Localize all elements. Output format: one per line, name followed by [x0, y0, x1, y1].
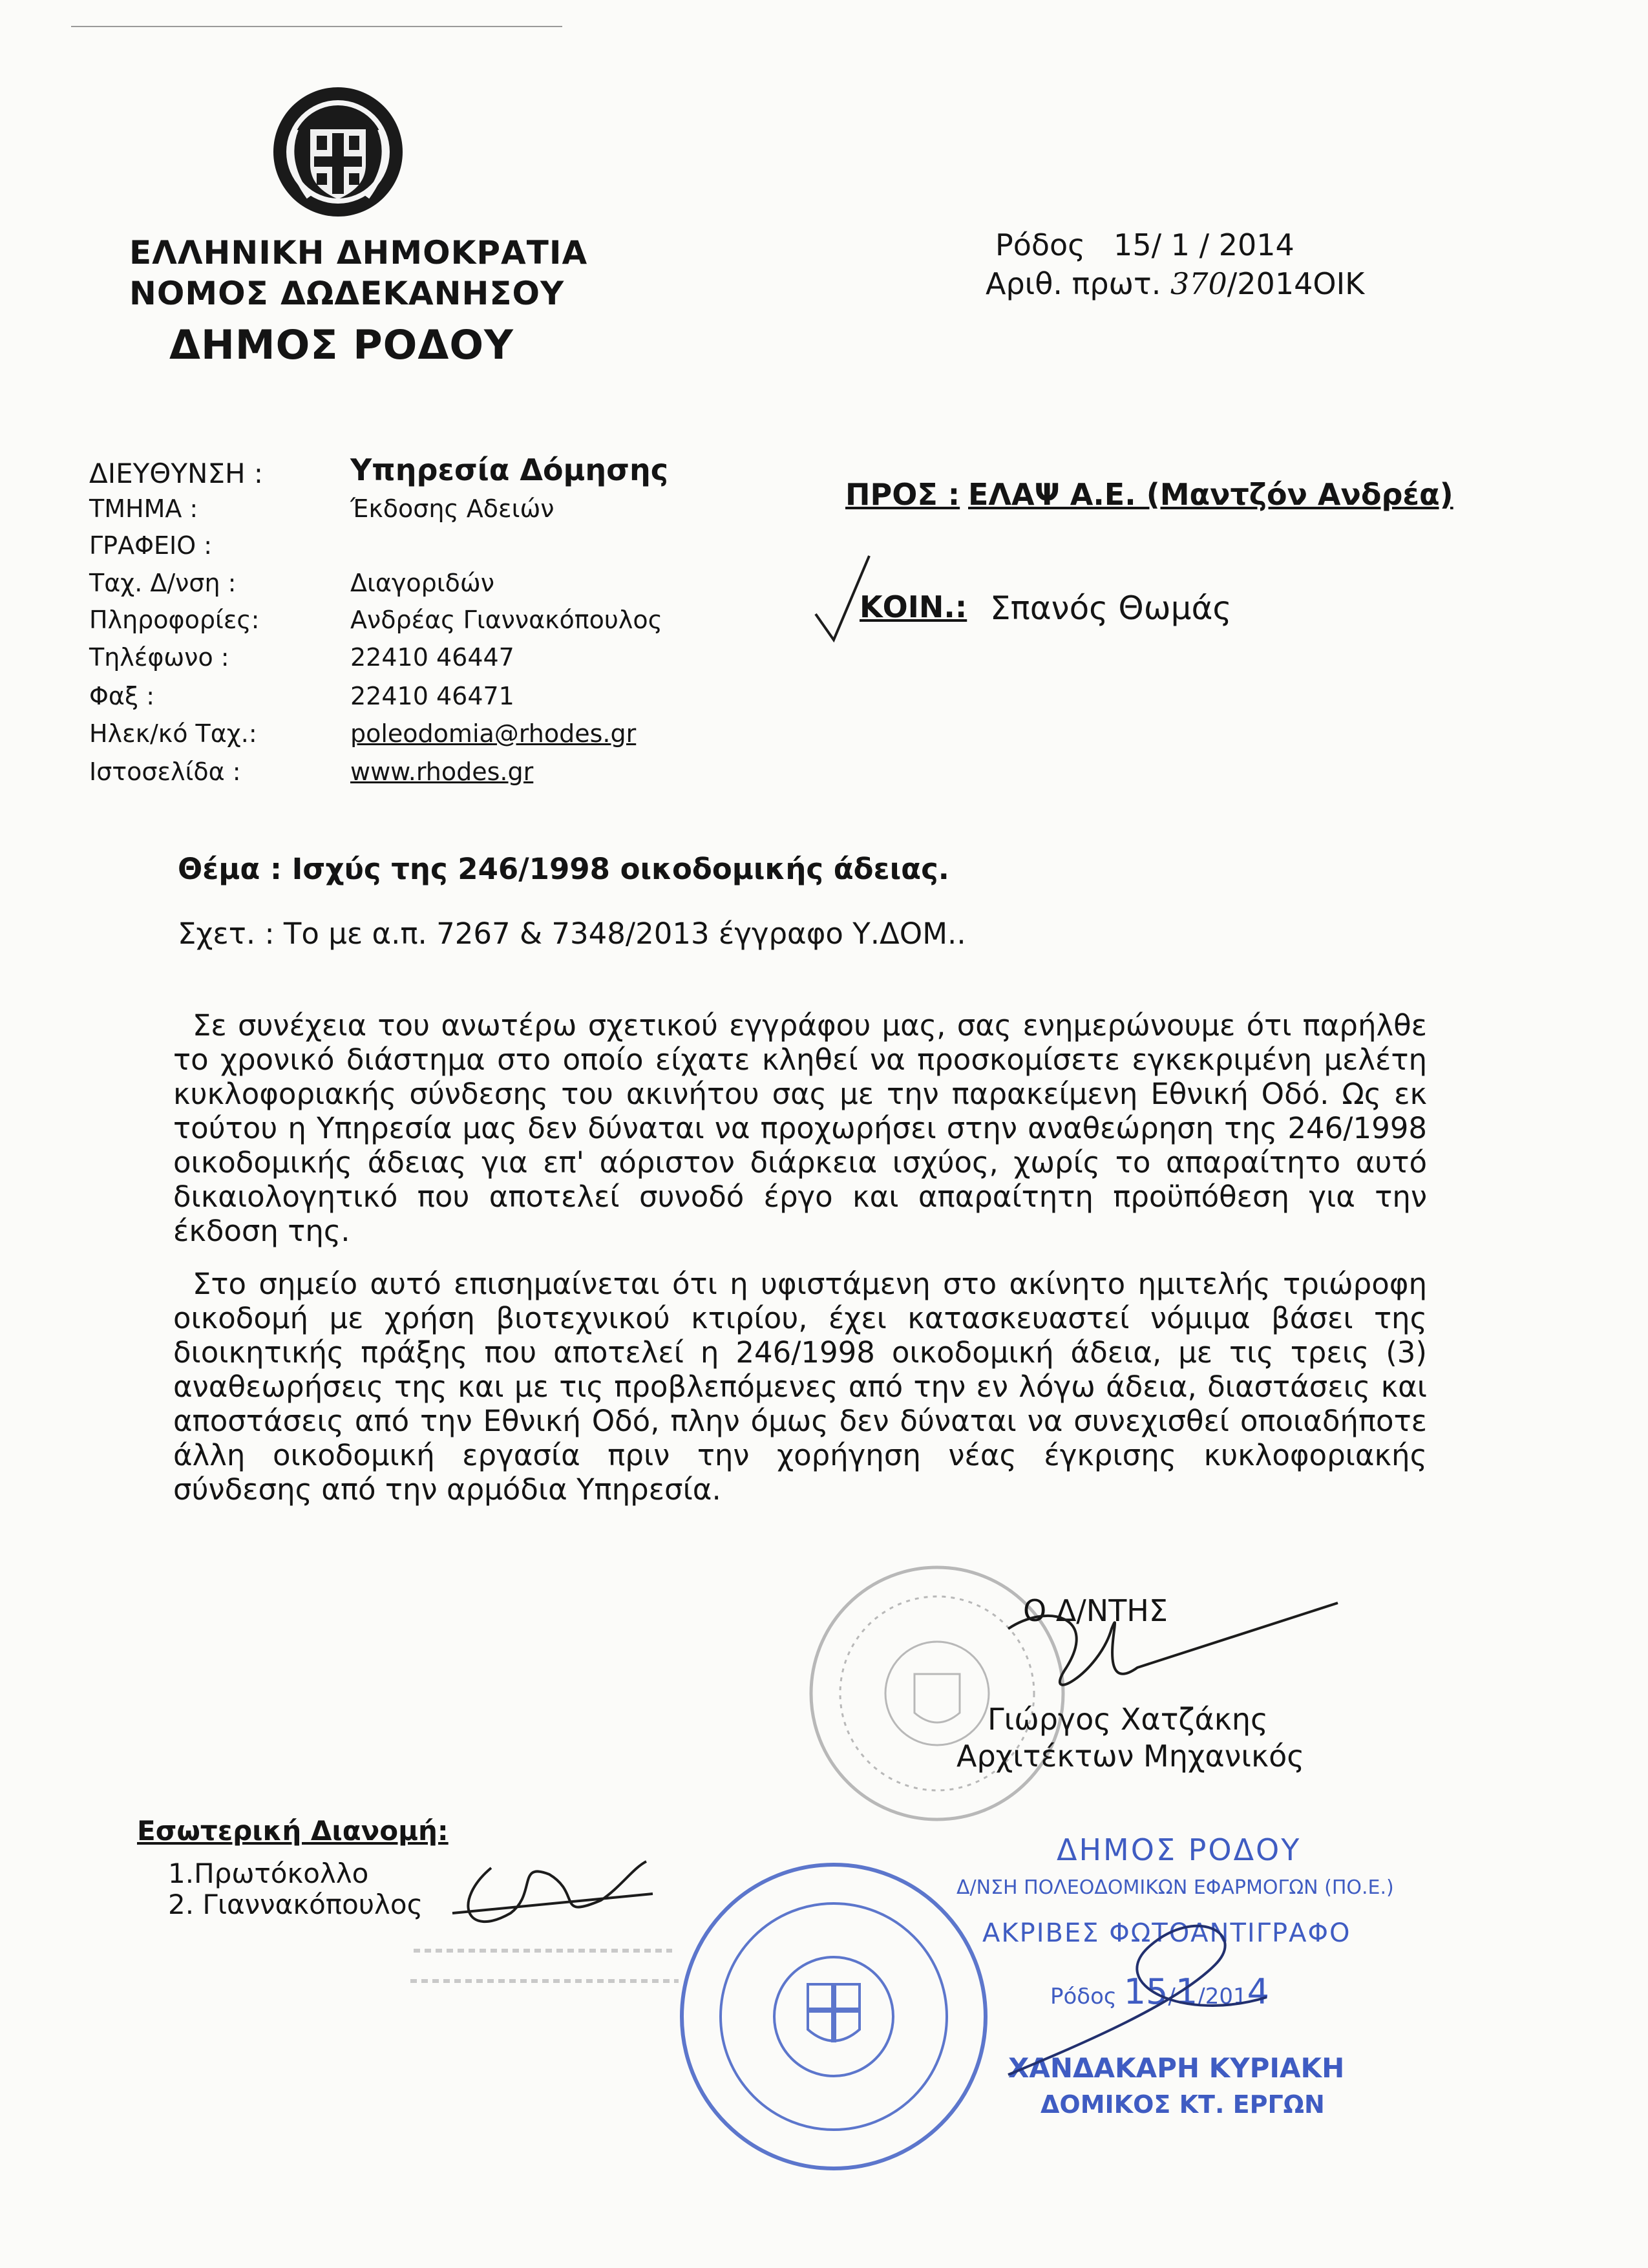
dateline-date: 15/ 1 / 2014 — [1114, 228, 1294, 262]
stamp-date-year-prefix: 201 — [1205, 1984, 1247, 2009]
contact-label-email: Ηλεκ/κό Ταχ.: — [89, 719, 257, 748]
contact-value-info: Ανδρέας Γιαννακόπουλος — [350, 606, 662, 634]
protocol-label: Αριθ. πρωτ. — [986, 266, 1161, 301]
stamp-date-year-digit: 4 — [1247, 1971, 1269, 2012]
recipient-to-value: ΕΛΑΨ Α.Ε. (Μαντζόν Ανδρέα) — [968, 477, 1453, 512]
body-paragraph-2: Στο σημείο αυτό επισημαίνεται ότι η υφιστάμενη στο ακίνητο ημιτελής τριώροφη οικοδομή με χρήση βιοτεχνικού κτιρίου, έχει κατασκευαστεί νόμιμα βάσει της διοικητικής πράξης που αποτελεί η 246/1998 οικοδομική άδεια, με τις τρεις (3) αναθεωρήσεις της και με τις προβλεπόμενες από την εν λόγω άδεια, διαστάσεις και αποστάσεις από την Εθνική Οδό, πλην όμως δεν δύναται να συνεχισθεί οποιαδήποτε άλλη οικοδομική εργασία πριν την χορήγηση νέας έγκρισης κυκλοφοριακής σύνδεσης από την αρμόδια Υπηρεσία. — [173, 1267, 1427, 1507]
contact-label-phone: Τηλέφωνο : — [89, 643, 229, 672]
stamp-directorate: Δ/ΝΣΗ ΠΟΛΕΟΔΟΜΙΚΩΝ ΕΦΑΡΜΟΓΩΝ (ΠΟ.Ε.) — [956, 1876, 1394, 1899]
reference-line: Σχετ. : Το με α.π. 7267 & 7348/2013 έγγραφο Υ.ΔΟΜ.. — [178, 917, 966, 951]
contact-label-fax: Φαξ : — [89, 682, 155, 710]
distribution-signature-mark — [452, 1861, 653, 1922]
distribution-item-giannakopoulos: 2. Γιαννακόπουλος — [168, 1889, 423, 1920]
stamp-official-name: ΧΑΝΔΑΚΑΡΗ ΚΥΡΙΑΚΗ — [1008, 2052, 1345, 2084]
cc-checkmark-mark — [816, 556, 869, 640]
body-paragraph-1: Σε συνέχεια του ανωτέρω σχετικού εγγράφου μας, σας ενημερώνουμε ότι παρήλθε το χρονικό διάστημα στο οποίο είχατε κληθεί να προσκομίσετε εγκεκριμένη μελέτη κυκλοφοριακής σύνδεσης του ακινήτου σας με την παρακείμενη Εθνική Οδό. Ως εκ τούτου η Υπηρεσία μας δεν δύναται να προχωρήσει στην αναθεώρηση της 246/1998 οικοδομικής άδειας για επ' αόριστον διάρκεια ισχύος, χωρίς το απαραίτητο αυτό δικαιολογητικό που αποτελεί συνοδό έργο και απαραίτητη προϋπόθεση για την έκδοση της. — [173, 1008, 1427, 1248]
contact-value-directorate: Υπηρεσία Δόμησης — [350, 452, 668, 487]
municipality-heading: ΔΗΜΟΣ ΡΟΔΟΥ — [169, 321, 514, 368]
director-signature-mark — [1008, 1603, 1338, 1685]
stamp-date-day: 15 — [1123, 1971, 1168, 2012]
recipient-cc-label: ΚΟΙΝ.: — [860, 589, 967, 624]
contact-value-website[interactable]: www.rhodes.gr — [350, 758, 534, 786]
stamp-certified-copy: ΑΚΡΙΒΕΣ ΦΩΤΟΑΝΤΙΓΡΑΦΟ — [982, 1918, 1351, 1948]
contact-label-address: Ταχ. Δ/νση : — [89, 569, 237, 597]
contact-value-department: Έκδοσης Αδειών — [350, 494, 555, 523]
signature-role: Αρχιτέκτων Μηχανικός — [956, 1739, 1305, 1774]
distribution-heading: Εσωτερική Διανομή: — [137, 1815, 449, 1847]
contact-value-email[interactable]: poleodomia@rhodes.gr — [350, 719, 637, 748]
protocol-handwritten: 370 — [1170, 266, 1227, 301]
contact-value-address: Διαγοριδών — [350, 569, 494, 597]
contact-label-directorate: ΔΙΕΥΘΥΝΣΗ : — [89, 458, 264, 489]
prefecture-heading: ΝΟΜΟΣ ΔΩΔΕΚΑΝΗΣΟΥ — [129, 275, 565, 312]
contact-label-office: ΓΡΑΦΕΙΟ : — [89, 531, 212, 560]
stamp-official-role: ΔΟΜΙΚΟΣ ΚΤ. ΕΡΓΩΝ — [1041, 2090, 1325, 2119]
country-heading: ΕΛΛΗΝΙΚΗ ΔΗΜΟΚΡΑΤΙΑ — [129, 234, 588, 271]
contact-label-website: Ιστοσελίδα : — [89, 758, 241, 786]
stamp-date-prefix: Ρόδος — [1050, 1984, 1117, 2009]
dateline-place: Ρόδος — [995, 228, 1086, 262]
stamp-municipality: ΔΗΜΟΣ ΡΟΔΟΥ — [1057, 1832, 1302, 1867]
distribution-item-protocol: 1.Πρωτόκολλο — [168, 1858, 369, 1889]
contact-label-info: Πληροφορίες: — [89, 606, 260, 634]
contact-value-phone: 22410 46447 — [350, 643, 514, 672]
signature-title: Ο Δ/ΝΤΗΣ — [1023, 1593, 1168, 1628]
recipient-cc-value: Σπανός Θωμάς — [990, 589, 1232, 627]
stamp-date-month: 1 — [1175, 1971, 1198, 2012]
subject-line: Θέμα : Ισχύς της 246/1998 οικοδομικής άδειας. — [178, 852, 949, 886]
stamp-date: Ρόδος 15/1/2014 — [1050, 1971, 1269, 2012]
stamp-official-signature-mark — [1008, 1926, 1267, 2075]
contact-value-fax: 22410 46471 — [350, 682, 514, 710]
recipient-to-label: ΠΡΟΣ : — [845, 477, 960, 512]
contact-label-department: ΤΜΗΜΑ : — [89, 494, 198, 523]
signature-name: Γιώργος Χατζάκης — [988, 1702, 1269, 1737]
protocol-suffix: /2014ΟΙΚ — [1227, 266, 1365, 301]
